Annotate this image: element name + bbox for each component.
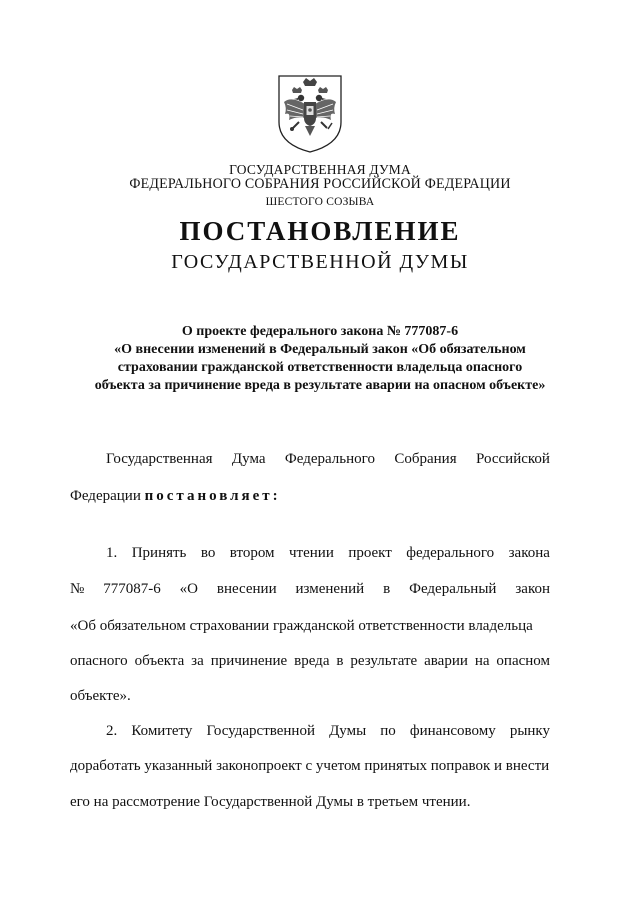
preamble-line-2 [70,487,281,505]
word: объекта [134,653,185,669]
word: в [336,653,344,669]
word: вреда [294,653,330,669]
item1-line-2 [70,580,550,598]
document-authority: ГОСУДАРСТВЕННОЙ ДУМЫ [171,251,469,273]
word: Дума [231,451,266,467]
word: закона [508,545,550,561]
header-convocation: ШЕСТОГО СОЗЫВА [265,195,375,209]
word: «О [179,581,198,597]
word: Федерации [70,488,141,504]
header-federal-assembly: ФЕДЕРАЛЬНОГО СОБРАНИЯ РОССИЙСКОЙ ФЕДЕРАЦИИ [129,176,511,193]
item1-line-1 [106,544,550,562]
item1-line-4 [70,652,550,670]
document-subject [40,323,600,395]
header-duma: ГОСУДАРСТВЕННАЯ ДУМА [229,161,411,178]
word: за [191,653,204,669]
word: причинение [210,653,288,669]
word: Федеральный [409,581,497,597]
word: закон [515,581,550,597]
word: № [70,581,85,597]
word: рынку [509,723,550,739]
word: Государственной [206,723,315,739]
word: Федерального [284,451,375,467]
item1-line-5: объекте». [70,688,131,704]
subject-line: О проекте федерального закона № 777087-6 [181,324,459,339]
subject-line: «О внесении изменений в Федеральный закон «Об обязательном [114,342,526,357]
item2-line-1 [106,722,550,740]
word: Государственная [106,451,213,467]
word: федерального [406,545,495,561]
word: внесении [216,581,277,597]
word: 2. [106,723,118,739]
item2-line-2: доработать указанный законопроект с учетом принятых поправок и внести [70,758,550,774]
word: Принять [131,545,187,561]
word: изменений [295,581,365,597]
word: Собрания [394,451,457,467]
word: финансовому [409,723,496,739]
preamble-line-1 [106,450,550,468]
word: опасном [496,653,550,669]
document-type-title: ПОСТАНОВЛЕНИЕ [179,216,461,246]
decree-word: постановляет: [144,488,281,504]
word: во [200,545,216,561]
word: Думы [329,723,367,739]
word: в [383,581,391,597]
word: Комитету [131,723,193,739]
word: втором [229,545,275,561]
word: по [380,723,396,739]
word: проект [348,545,392,561]
word: результате [350,653,418,669]
word: на [474,653,490,669]
word: аварии [424,653,468,669]
item2-line-3: его на рассмотрение Государственной Думы в третьем чтении. [70,794,471,810]
word: 777087-6 [103,581,161,597]
item1-line-3: «Об обязательном страховании гражданской ответственности владельца [70,618,533,634]
subject-line: объекта за причинение вреда в результате аварии на опасном объекте» [94,378,546,393]
word: Российской [476,451,550,467]
word: 1. [106,545,118,561]
word: чтении [289,545,334,561]
russian-coat-of-arms-icon [275,74,345,154]
subject-line: страховании гражданской ответственности владельца опасного [117,360,523,375]
word: опасного [70,653,128,669]
